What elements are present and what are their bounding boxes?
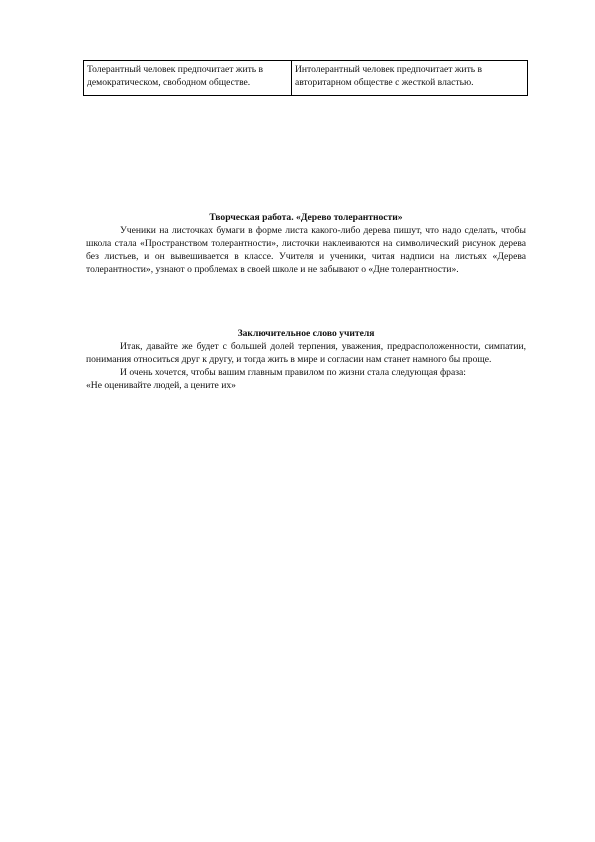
creative-work-paragraph: Ученики на листочках бумаги в форме листа какого-либо дерева пишут, что надо сделать, чтобы школа стала «Пространством толерантности», листочки наклеиваются на символический рисунок дерева без листьев, и он вывешивается в классе. Учителя и ученики, читая надписи на листьях «Дерева толерантности», узнают о проблемах в своей школе и не забывают о «Дне толерантности». [86, 225, 526, 275]
table-row [84, 61, 528, 96]
closing-quote: «Не оценивайте людей, а цените их» [86, 380, 236, 391]
creative-work-section [86, 211, 526, 276]
closing-word-heading: Заключительное слово учителя [237, 328, 375, 339]
creative-work-heading: Творческая работа. «Дерево толерантности» [209, 212, 403, 223]
comparison-table [83, 60, 528, 96]
closing-paragraph-1: Итак, давайте же будет с большей долей терпения, уважения, предрасположенности, симпатии, понимания относиться друг к другу, и тогда жить в мире и согласии нам станет намного бы проще. [86, 341, 526, 365]
intolerant-cell: Интолерантный человек предпочитает жить в авторитарном обществе с жесткой властью. [292, 61, 528, 96]
closing-paragraph-2: И очень хочется, чтобы вашим главным правилом по жизни стала следующая фраза: [120, 367, 466, 378]
closing-word-section [86, 327, 526, 392]
tolerant-cell: Толерантный человек предпочитает жить в демократическом, свободном обществе. [84, 61, 292, 96]
